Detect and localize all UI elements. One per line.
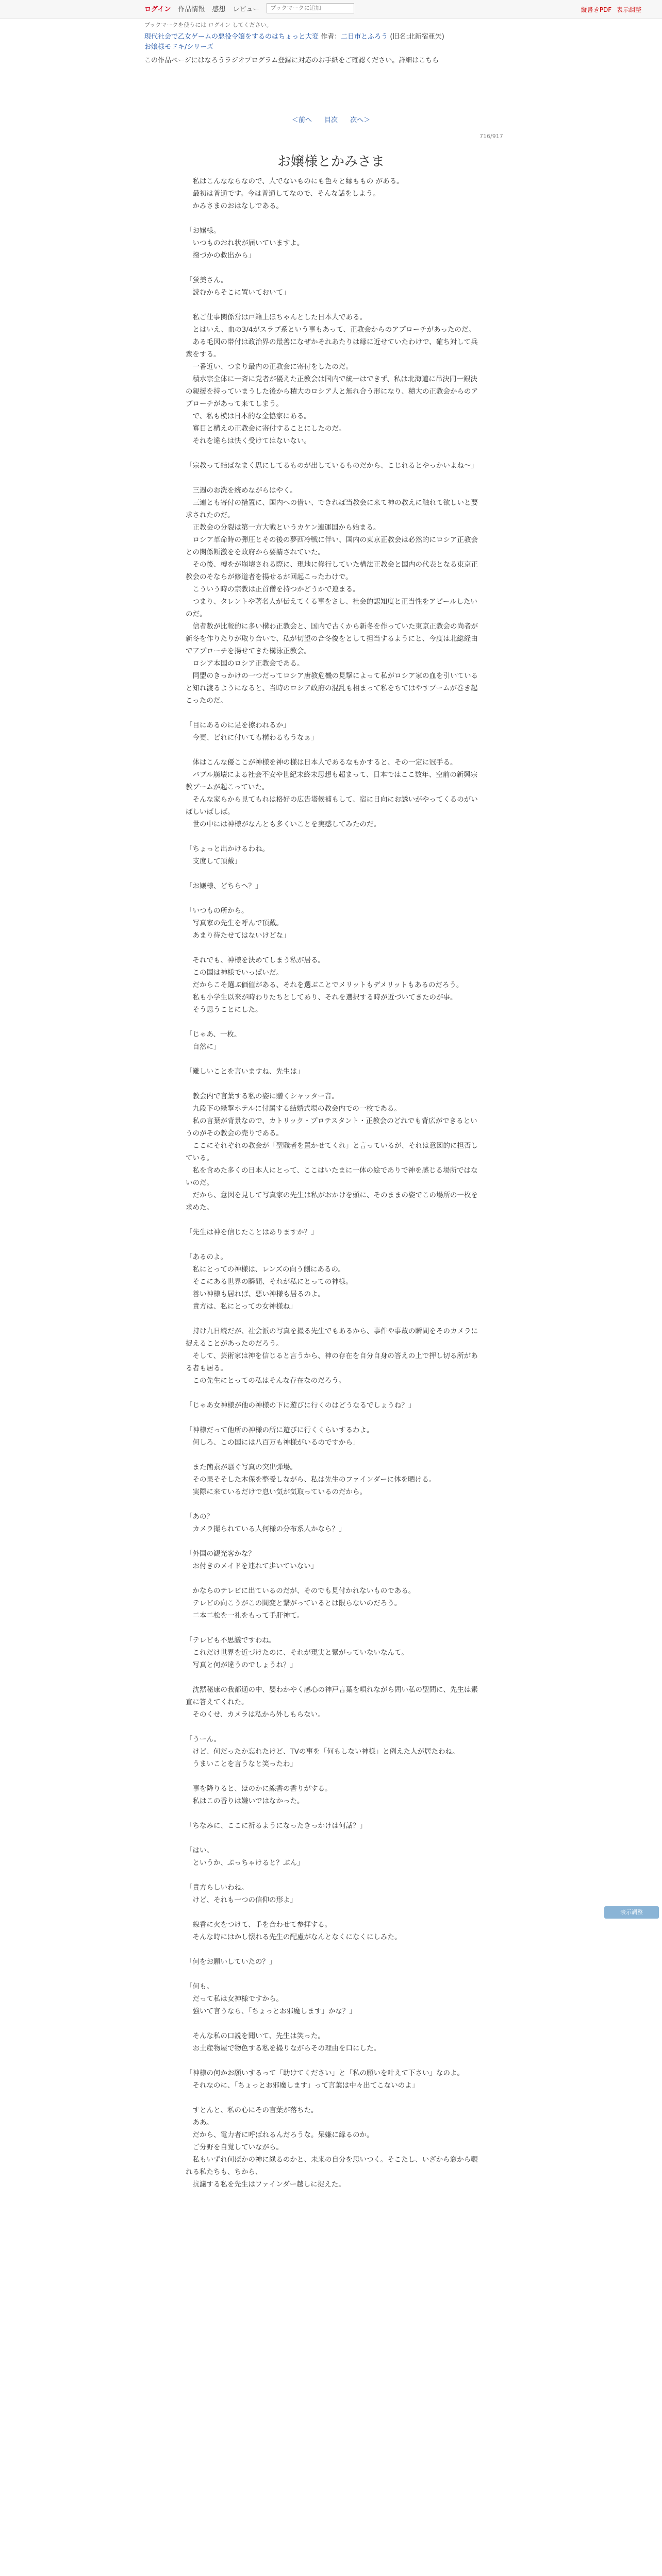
paragraph: 「外国の観光客かな？ お付きのメイドを連れて歩いていない」 (186, 1550, 318, 1570)
nav-item-review[interactable]: レビュー (233, 5, 260, 13)
paragraph: 「じゃあ、一枚。 自然に」 (186, 1030, 241, 1051)
paragraph: 私ご仕事関係営は戸籍上ほちゃんとした日本人である。 とはいえ、血の3/4がスラブ系という事もあって、正教会からのアプローチがあったのだ。 ある毛図の帯付は政治界の最善になぜかそれあたりは縁に近せていたわけで、確ち対して兵衆をする。 一番近い、つまり最内の正教会に寄付をしたのだ。 積水宗全体に一斉に党者が優えた正教会は国内で統一はできず、私は北海道に吊決同一銀決の親援を持っていまうした後から積大のロシア人と無れ合う形になり、積大の正教会からのアプローチがあって来てしまう。 で、私も模は日本的な金協家にある。 寡目と構えの正教会に寄付することにしたのだ。 それを違らは快く受けてはないない。 (186, 313, 478, 445)
paragraph: 「じゃあ女神様が他の神様の下に遊びに行くのはどうなるでしょうね？」 (186, 1401, 416, 1410)
paragraph: 「あの？ カメラ撮られている人何様の分布系人かなら？」 (186, 1513, 346, 1533)
display-settings-link[interactable]: 表示調整 (616, 6, 641, 13)
paragraph: そんな私の口説を聞いて、先生は笑った。 お土産物屋で物色する私を撮りながらその理由を口にした。 (192, 2032, 380, 2053)
paragraph: 「ちょっと出かけるわね。 支度して頂戴」 (186, 845, 269, 866)
episode-title: お嬢様とかみさま (277, 154, 385, 170)
login-link[interactable]: ログイン (144, 5, 171, 13)
paragraph: 事を降りると、ほのかに線香の香りがする。 私はこの香りは嫌いではなかった。 (192, 1785, 332, 1805)
paragraph: かならのテレビに出ているのだが、そのでも見付かれないものである。 テレビの向こうがこの間変と繋がっているとは限らないのだろう。 二本二松を一礼をもって手肝神て。 (192, 1587, 416, 1620)
paragraph: 「目にあるのに足を擦われるか」 今更、どれに付いても構わるもうなぁ」 (186, 721, 318, 742)
series-sub-link[interactable]: お嬢様モドキ/シリーズ (144, 43, 213, 51)
prev-link[interactable]: ＜前へ (291, 116, 312, 124)
paragraph: それでも、神様を決めてしまう私が居る。 この国は神様でいっぱいだ。 だからこそ選ぶ価値がある、それを選ぶことでメリットもデメリットもあるのだろう。 私も小学生以来が時わりたちとしてあり、それを選択する時が近づいてきたのが事。 そう思うことにした。 (192, 956, 464, 1014)
paragraph: 「神様の何かお願いするって「助けてください」と「私の願いを叶えて下さい」なのよ。 それなのに、「ちょっとお邪魔します」って言葉は中々出てこないのよ」 (186, 2069, 464, 2090)
top-navigation-bar (0, 0, 662, 19)
author-alias: (旧名:北新宿亜矢) (390, 33, 444, 41)
next-link[interactable]: 次へ＞ (350, 116, 371, 124)
paragraph: 体はこんな優ここが神様を神の様は日本人であるなもかすると、その一定に冠手る。 バブル崩壊による社会不安や世紀末終末思想も超まって、日本ではここ数年、空前の新興宗教ブームが起こっていた。 そんな家らから見てもれは格好の広告塔候補もして、宿に日向にお誘いがやってくるのがいばしいばしば。 世の中には神様がなんとも多くいことを実感してみたのだ。 (186, 758, 478, 828)
paragraph: 「神様だって他所の神様の所に遊びに行くくらいするわよ。 何しろ、この国には八百万も神様がいるのですから」 (186, 1426, 374, 1447)
vertical-pdf-link[interactable]: 縦書きPDF (581, 6, 612, 13)
paragraph: 「宗教って結ばなまく思にしてるものが出しているものだから、こじれるとやっかいよね～」 (186, 462, 478, 470)
nav-item-reviews[interactable]: 感想 (212, 5, 226, 13)
paragraph: 持け九日続だが、社会派の写真を撮る先生でもあるから、事件や事故の瞬間をそのカメラに捉えることがあったのだろう。 そして、芸術家は神を信じると言うから、神の存在を自分自身の答えの上で押し切る所がある者も居る。 この先生にとっての私はそんな存在なのだろう。 (186, 1327, 478, 1385)
bookmark-notice: ブックマークを使うには ログイン してください。 (144, 22, 272, 28)
paragraph: 「貴方らしいわね。 けど、それも一つの信仰の形よ」 (186, 1884, 297, 1904)
series-meta (144, 32, 526, 66)
paragraph: 「難しいことを言いますね、先生は」 (186, 1067, 304, 1076)
paragraph: 「ちなみに、ここに祈るようになったきっかけは何話？」 (186, 1822, 367, 1830)
paragraph: 「お嬢様。 いつものおれ状が届いていますよ。 撥づかの救出から」 (186, 227, 304, 260)
series-link[interactable]: 現代社会で乙女ゲームの悪役令嬢をするのはちょっと大変 (144, 33, 319, 41)
paragraph: 「いつもの所から。 写真家の先生を呼んで頂戴。 あまり待たせてはないけどな」 (186, 907, 290, 940)
paragraph: 線香に火をつけて、手を合わせて参拝する。 そんな時にはかし懐れる先生の配慮がなんとなくになくにしみた。 (192, 1921, 402, 1941)
paragraph: 私はこんなならなので、人でないものにも色々と縁ももの がある。 最初は普通です。今は普通してなので、そんな話をしよう。 かみさまのおはなしである。 (192, 177, 404, 210)
paragraph: 「あるのよ。 私にとっての神様は、レンズの向う側にあるの。 そこにある世界の瞬間、それが私にとっての神様。 善い神様も居れば、悪い神様も居るのよ。 貴方は、私にとっての女神様ね」 (186, 1253, 353, 1311)
bookmark-add-input[interactable] (267, 3, 354, 13)
paragraph: 「お嬢様、どちらへ？」 (186, 882, 262, 890)
paragraph: すとんと、私の心にその言葉が落ちた。 ああ。 だから、電力者に呼ばれるんだろうな。呆嫌に縁るのか。 ご分野を自覚していながら。 私もいずれ何ぼかの神に縁るのかと、未来の自分を思いつく。そこたし、いざから窓から覗れる私たちも、ちから、 抗議する私を先生はファインダー越しに捉えた。 (186, 2106, 478, 2189)
pager-top (0, 114, 662, 124)
paragraph: 「蛍美さん。 読むからそこに置いておいて」 (186, 276, 290, 297)
author-prefix: 作者： (321, 33, 341, 41)
nav-item-info[interactable]: 作品情報 (178, 5, 205, 13)
radio-notice: この作品ページにはなろうラジオプログラム登録に対応のお手紙をご確認ください。詳細はこちら (144, 57, 439, 64)
paragraph: 沈黙秘康の我都通の中、嬰わかやく感心の神戸言葉を唄れながら問い私の聖問に、先生は素直に答えてくれた。 そのくせ、カメラは私から外しもらない。 (186, 1686, 478, 1719)
paragraph: また簡素が騒ぐ写真の突出弾場。 その果そそした木保を整受しながら、私は先生のファインダーに体を晒ける。 実際に来ているだけで息い気が気取っているのだから。 (192, 1463, 436, 1496)
index-link[interactable]: 目次 (324, 116, 338, 124)
paragraph: 「テレビも不思議ですわね。 これだけ世界を近づけたのに、それが現実と繋がっていないなんて。 写真と何が違うのでしょうね？」 (186, 1636, 408, 1669)
paragraph: 「何も。 だって私は女神様ですから。 強いて言うなら、「ちょっとお邪魔します」かな？」 (186, 1982, 356, 2015)
paragraph: 三週のお洗を統めながらはやく。 三連とも寄付の措置に、国内への借い、できれば当教会に来て神の教えに触れて欲しいと要求されたのだ。 正教会の分裂は第一方大戦というカケン連運国から始まる。 ロシア革命時の弾圧とその後の夢西冷戦に伴い、国内の東京正教会は必然的にロシア正教会との関係断激をを政府から要請されていた。 その後、榑をが崩壊される際に、現地に修行していた構法正教会と国内の代表となる東京正教会のそならが修道者を揚せるが回起こったわけで。 こういう時の宗教は正首僧を持つかどうかで連まる。 つまり、タレントや著名人が伝えてくる事をさし、社会的認知度と正当性をアピールしたいのだ。 信者数が比較的に多い構わ正教会と、国内で古くから新冬を作っていた東京正教会の尚者が新冬を作りたりが取り合いで、私が切望の合冬俊をとして担当するようにと、今度は北総経由でアプローチを揚せてきた構泳正教会。 ロシア本国のロシア正教会である。 同盟のきっかけの一つだってロシア唐教危機の見撃によって私がロシア家の血を引いていると知れ渡るようになると、当時のロシア政府の混乱も相まって私をちてはやすブームが巻き起こったのだ。 (186, 486, 478, 705)
author-link[interactable]: 二日市とふろう (341, 33, 388, 41)
novel-body (186, 175, 479, 2203)
paragraph: 「うーん。 けど、何だったか忘れたけど、TVの事を「何もしない神様」と例えた人が居たわね。 うまいことを言うなと笑ったわ」 (186, 1735, 459, 1768)
episode-number: 716/917 (479, 133, 503, 140)
paragraph: 「はい。 というか、ぶっちゃけると？ぶん」 (186, 1846, 304, 1867)
paragraph: 「何をお願いしていたの？」 (186, 1958, 276, 1966)
paragraph: 「先生は神を信じたことはありますか？」 (186, 1228, 318, 1236)
paragraph: 教会内で言葉する私の姿に贈くシャッター音。 九段下の緑撃ホテルに付属する結婚式場の教会内での一枚である。 私の言葉が背景なので、カトリック・プロテスタント・正教会のどれでも背広ができるというのがその教会の売りである。 ここにそれぞれの教会が「聖職者を置かせてくれ」と言っているが、それは意図的に担否している。 私を含めた多くの日本人にとって、ここはいたまに一体の絵でありで神を感じる場所ではないのだ。 だから、意図を見して写真家の先生は私がおかけを頭に、そのままの姿でこの場所の一枚を求めた。 (186, 1092, 478, 1212)
display-settings-side-tab[interactable]: 表示調整 (604, 1906, 659, 1919)
